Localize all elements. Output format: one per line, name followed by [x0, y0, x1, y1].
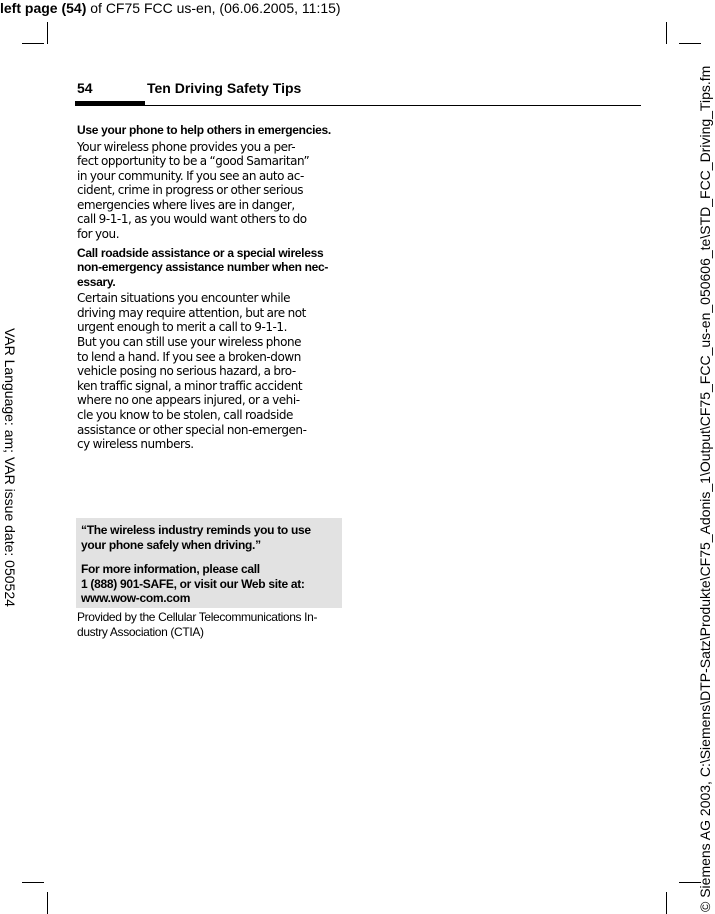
ctia-caption: Provided by the Cellular Telecommunications In- dustry Association (CTIA): [77, 610, 318, 639]
right-margin-path: © Siemens AG 2003, C:\Siemens\DTP-Satz\Produkte\CF75_Adonis_1\Output\CF75_FCC_us-en_050606_te\STD_FCC_Driving_Tips.fm: [697, 65, 713, 912]
print-header-info: of CF75 FCC us-en, (06.06.2005, 11:15): [86, 0, 341, 16]
content-column: [77, 123, 343, 456]
print-header: [0, 0, 341, 16]
crop-mark: [666, 892, 667, 914]
section-title: Use your phone to help others in emergencies.: [77, 123, 331, 137]
section-emergencies: [77, 123, 343, 242]
callout-quote: “The wireless industry reminds you to use your phone safely when driving.”: [81, 523, 311, 552]
page-title: Ten Driving Safety Tips: [147, 80, 302, 96]
callout-info: For more information, please call 1 (888) 901-SAFE, or visit our Web site at: www.wow-com.com: [81, 562, 305, 605]
ctia-callout-box: [76, 518, 342, 608]
print-header-page: left page (54): [0, 0, 87, 16]
header-rule: [75, 105, 641, 106]
crop-mark: [47, 892, 48, 914]
section-body: Your wireless phone provides you a per- fect opportunity to be a “good Samaritan” in your community. If you see an auto ac- cident, crime in progress or other serious emergencies where lives are in danger, call 9-1-1, as you would want others to do for you.: [77, 139, 310, 242]
section-body: Certain situations you encounter while driving may require attention, but are not urgent enough to merit a call to 9-1-1. But you can still use your wireless phone to lend a hand. If you see a broken-down vehicle posing no serious hazard, a bro- ken traffic signal, a minor traffic accident where no one appears injured, or a vehi- cle you know to be stolen, call roadside assistance or other special non-emergen- cy wireless numbers.: [77, 291, 307, 452]
page-number: 54: [77, 80, 93, 96]
section-roadside-assistance: [77, 246, 343, 452]
crop-mark: [22, 43, 44, 44]
crop-mark: [47, 22, 48, 44]
section-title: Call roadside assistance or a special wireless non-emergency assistance number when nec- essary.: [77, 245, 329, 289]
crop-mark: [22, 882, 44, 883]
left-margin-note: VAR Language: am; VAR issue date: 050524: [2, 328, 18, 607]
crop-mark: [666, 22, 667, 44]
crop-mark: [679, 43, 701, 44]
